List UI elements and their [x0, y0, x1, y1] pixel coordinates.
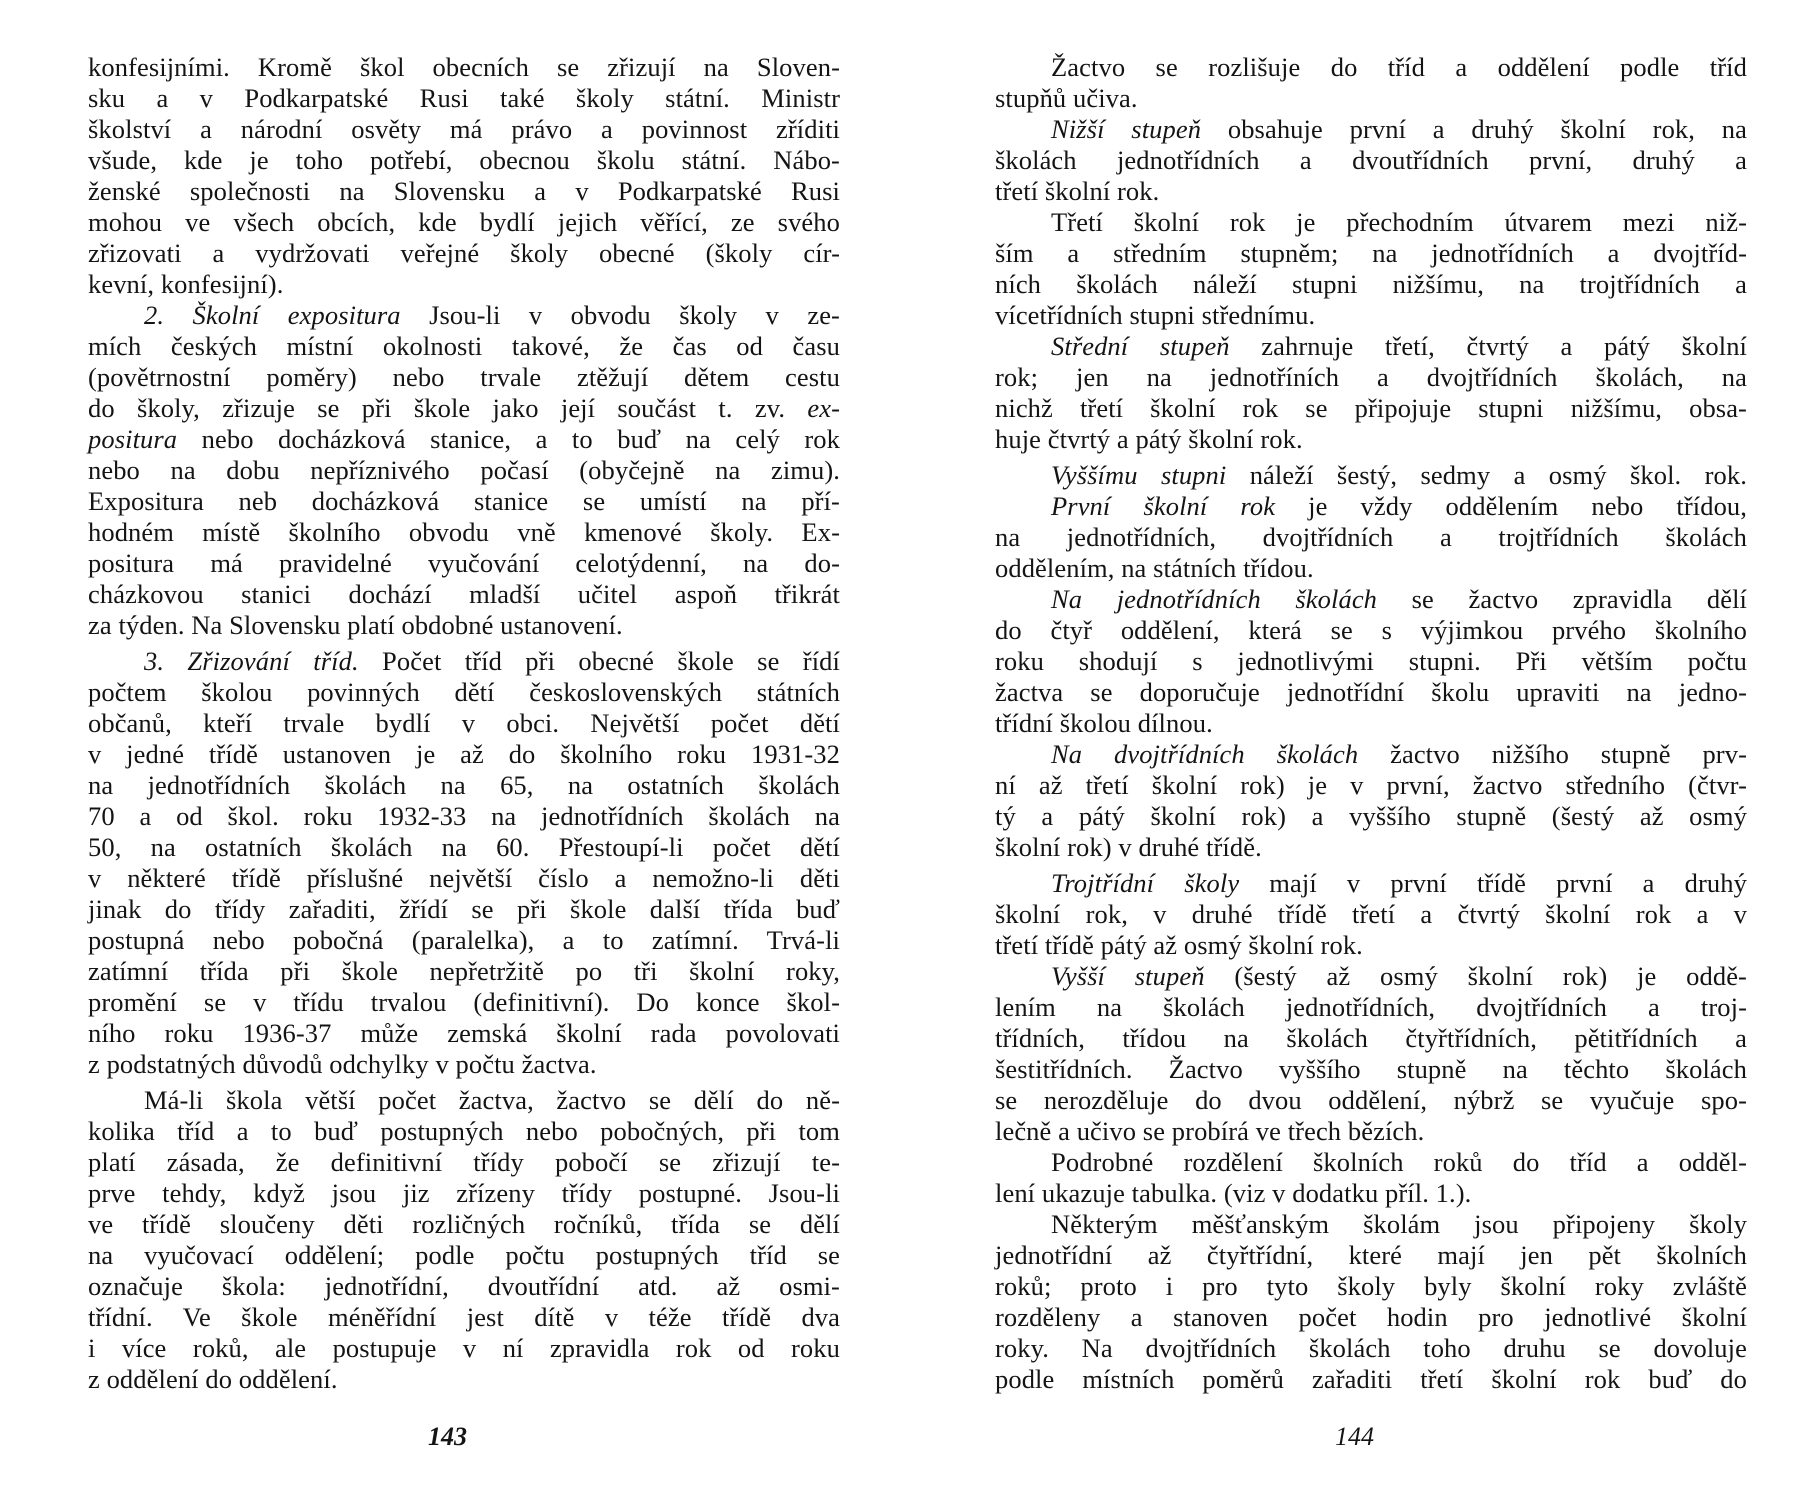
text-line: [88, 1333, 840, 1364]
text-line: [88, 331, 840, 362]
text-segment: lečně a učivo se probírá ve třech bězích.: [995, 1116, 1425, 1146]
text-line: [88, 925, 840, 956]
text-segment: mích českých místní okolnosti takové, že čas od času: [88, 331, 840, 361]
text-line: [995, 992, 1747, 1023]
text-line: [995, 393, 1747, 424]
text-segment: z oddělení do oddělení.: [88, 1364, 338, 1394]
text-segment: ního roku 1936-37 může zemská školní rada povolovati: [88, 1018, 840, 1048]
text-line: [88, 207, 840, 238]
text-segment: se žactvo zpravidla dělí: [1377, 584, 1748, 614]
text-segment: nebo docházková stanice, a to buď na celý rok: [177, 424, 840, 454]
right-page-number: 144: [1335, 1422, 1374, 1451]
text-line: [88, 424, 840, 455]
text-line: [88, 863, 840, 894]
text-line: [995, 207, 1747, 238]
text-segment: ženské společnosti na Slovensku a v Podkarpatské Rusi: [88, 176, 840, 206]
text-segment: Jsou-li v obvodu školy v ze-: [400, 300, 840, 330]
text-segment: náleží šestý, sedmy a osmý škol. rok.: [1226, 460, 1747, 490]
italic-heading-segment: 3. Zřizování tříd.: [144, 646, 359, 676]
italic-heading-segment: Trojtřídní školy: [1051, 868, 1240, 898]
text-segment: sku a v Podkarpatské Rusi také školy státní. Ministr: [88, 83, 840, 113]
text-line: [995, 1240, 1747, 1271]
text-segment: na jednotřídních školách na 65, na ostatních školách: [88, 770, 840, 800]
text-line: [995, 1333, 1747, 1364]
text-line: [88, 801, 840, 832]
italic-heading-segment: Vyšší stupeň: [1051, 961, 1205, 991]
text-line: [995, 899, 1747, 930]
left-page-number: 143: [428, 1422, 467, 1451]
italic-heading-segment: Nižší stupeň: [1051, 114, 1202, 144]
text-segment: konfesijními. Kromě škol obecních se zřizují na Sloven-: [88, 52, 840, 82]
text-segment: na jednotřídních, dvojtřídních a trojtřídních školách: [995, 522, 1747, 552]
text-line: [88, 739, 840, 770]
text-segment: ní až třetí školní rok) je v první, žactvo středního (čtvr-: [995, 770, 1747, 800]
text-line: [995, 52, 1747, 83]
text-line: [995, 522, 1747, 553]
text-line: [88, 1116, 840, 1147]
text-line: [88, 83, 840, 114]
text-segment: do školy, zřizuje se při škole jako její součást t. zv.: [88, 393, 808, 423]
text-line: [995, 615, 1747, 646]
text-segment: Počet tříd při obecné škole se řídí: [358, 646, 840, 676]
text-segment: se nerozděluje do dvou oddělení, nýbrž se vyučuje spo-: [995, 1085, 1747, 1115]
text-segment: ních školách náleží stupni nižšímu, na trojtřídních a: [995, 269, 1747, 299]
text-segment: Některým měšťanským školám jsou připojeny školy: [1051, 1209, 1747, 1239]
text-line: [88, 362, 840, 393]
text-line: [995, 708, 1747, 739]
text-segment: zřizovati a vydržovati veřejné školy obecné (školy cír-: [88, 238, 840, 268]
text-line: [88, 677, 840, 708]
text-segment: podle místních poměrů zařaditi třetí školní rok buď do: [995, 1364, 1747, 1394]
text-segment: třídní. Ve škole méněřídní jest dítě v téže třídě dva: [88, 1302, 840, 1332]
text-segment: v některé třídě příslušné největší číslo a nemožno-li děti: [88, 863, 840, 893]
text-line: [88, 1240, 840, 1271]
text-segment: třídní školou dílnou.: [995, 708, 1213, 738]
text-line: [995, 646, 1747, 677]
text-segment: cházkovou stanici dochází mladší učitel aspoň třikrát: [88, 579, 840, 609]
text-segment: označuje škola: jednotřídní, dvoutřídní atd. až osmi-: [88, 1271, 840, 1301]
text-line: [995, 961, 1747, 992]
text-line: [88, 1302, 840, 1333]
text-line: [995, 1147, 1747, 1178]
text-line: [88, 269, 840, 300]
text-segment: roku shodují s jednotlivými stupni. Při větším počtu: [995, 646, 1747, 676]
text-line: [88, 1085, 840, 1116]
text-segment: třídních, třídou na školách čtyřtřídních, pětitřídních a: [995, 1023, 1747, 1053]
text-line: [995, 460, 1747, 491]
text-segment: platí zásada, že definitivní třídy pobočí se zřizují te-: [88, 1147, 840, 1177]
text-segment: do čtyř oddělení, která se s výjimkou prvého školního: [995, 615, 1747, 645]
text-line: [995, 269, 1747, 300]
text-segment: za týden. Na Slovensku platí obdobné ustanovení.: [88, 610, 623, 640]
text-line: [995, 362, 1747, 393]
text-segment: tý a pátý školní rok) a vyššího stupně (šestý až osmý: [995, 801, 1747, 831]
text-line: [995, 1364, 1747, 1395]
text-line: [995, 739, 1747, 770]
text-segment: školách jednotřídních a dvoutřídních první, druhý a: [995, 145, 1747, 175]
text-line: [995, 114, 1747, 145]
text-line: [88, 114, 840, 145]
text-line: [88, 176, 840, 207]
text-line: [995, 1271, 1747, 1302]
text-segment: Má-li škola větší počet žactva, žactvo se dělí do ně-: [144, 1085, 840, 1115]
text-line: [88, 770, 840, 801]
text-line: [995, 801, 1747, 832]
text-line: [995, 1023, 1747, 1054]
text-line: [995, 770, 1747, 801]
text-line: [88, 52, 840, 83]
text-line: [88, 832, 840, 863]
text-segment: žactvo nižšího stupně prv-: [1358, 739, 1747, 769]
text-segment: prve tehdy, když jsou jiz zřízeny třídy postupné. Jsou-li: [88, 1178, 840, 1208]
text-segment: Expositura neb docházková stanice se umístí na pří-: [88, 486, 840, 516]
left-page-text: [88, 52, 840, 1395]
text-line: [995, 677, 1747, 708]
italic-heading-segment: Střední stupeň: [1051, 331, 1230, 361]
text-line: [88, 1178, 840, 1209]
text-segment: Podrobné rozdělení školních roků do tříd a odděl-: [1051, 1147, 1747, 1177]
italic-heading-segment: Na jednotřídních školách: [1051, 584, 1378, 614]
text-segment: lení ukazuje tabulka. (viz v dodatku příl. 1.).: [995, 1178, 1472, 1208]
text-line: [88, 548, 840, 579]
text-line: [88, 1209, 840, 1240]
text-line: [88, 956, 840, 987]
text-segment: nichž třetí školní rok se připojuje stupni nižšímu, obsa-: [995, 393, 1747, 423]
text-segment: positura má pravidelné vyučování celotýdenní, na do-: [88, 548, 840, 578]
text-line: [995, 145, 1747, 176]
text-line: [88, 517, 840, 548]
text-line: [88, 1364, 840, 1395]
text-segment: mohou ve všech obcích, kde bydlí jejich věřící, ze svého: [88, 207, 840, 237]
text-segment: školní rok) v druhé třídě.: [995, 832, 1262, 862]
text-line: [88, 1147, 840, 1178]
text-segment: žactva se doporučuje jednotřídní školu upraviti na jedno-: [995, 677, 1747, 707]
text-segment: počtem školou povinných dětí československých státních: [88, 677, 840, 707]
text-line: [995, 1054, 1747, 1085]
text-segment: všude, kde je toho potřebí, obecnou školu státní. Nábo-: [88, 145, 840, 175]
text-segment: kolika tříd a to buď postupných nebo pobočných, při tom: [88, 1116, 840, 1146]
text-line: [995, 1116, 1747, 1147]
text-segment: občanů, kteří trvale bydlí v obci. Největší počet dětí: [88, 708, 840, 738]
text-line: [88, 1018, 840, 1049]
text-line: [995, 331, 1747, 362]
text-segment: (šestý až osmý školní rok) je oddě-: [1204, 961, 1747, 991]
text-segment: lením na školách jednotřídních, dvojtřídních a troj-: [995, 992, 1747, 1022]
italic-heading-segment: ex-: [807, 393, 840, 423]
text-segment: jednotřídní až čtyřtřídní, které mají jen pět školních: [995, 1240, 1747, 1270]
italic-heading-segment: positura: [88, 424, 178, 454]
text-segment: je vždy oddělením nebo třídou,: [1275, 491, 1747, 521]
text-segment: v jedné třídě ustanoven je až do školního roku 1931-32: [88, 739, 840, 769]
text-segment: nebo na dobu nepříznivého počasí (obyčejně na zimu).: [88, 455, 840, 485]
text-segment: třetí třídě pátý až osmý školní rok.: [995, 930, 1363, 960]
text-segment: jinak do třídy zařaditi, žřídí se při škole další třída buď: [88, 894, 840, 924]
text-segment: oddělením, na státních třídou.: [995, 553, 1314, 583]
text-segment: ve třídě sloučeny děti rozličných ročníků, třída se dělí: [88, 1209, 840, 1239]
text-line: [995, 1302, 1747, 1333]
text-segment: na vyučovací oddělení; podle počtu postupných tříd se: [88, 1240, 840, 1270]
text-line: [995, 930, 1747, 961]
text-line: [88, 238, 840, 269]
text-line: [88, 455, 840, 486]
text-segment: školní rok, v druhé třídě třetí a čtvrtý školní rok a v: [995, 899, 1747, 929]
italic-heading-segment: Vyššímu stupni: [1051, 460, 1227, 490]
text-segment: huje čtvrtý a pátý školní rok.: [995, 424, 1303, 454]
text-segment: ším a středním stupněm; na jednotřídních a dvojtříd-: [995, 238, 1747, 268]
text-line: [995, 553, 1747, 584]
text-line: [995, 83, 1747, 114]
text-segment: obsahuje první a druhý školní rok, na: [1201, 114, 1747, 144]
text-segment: 70 a od škol. roku 1932-33 na jednotřídních školách na: [88, 801, 840, 831]
text-line: [995, 1178, 1747, 1209]
text-segment: roky. Na dvojtřídních školách toho druhu se dovoluje: [995, 1333, 1747, 1363]
text-segment: Třetí školní rok je přechodním útvarem mezi niž-: [1051, 207, 1747, 237]
text-line: [88, 646, 840, 677]
text-line: [88, 145, 840, 176]
text-line: [88, 1271, 840, 1302]
text-line: [88, 486, 840, 517]
text-segment: zahrnuje třetí, čtvrtý a pátý školní: [1229, 331, 1748, 361]
text-line: [88, 894, 840, 925]
text-segment: stupňů učiva.: [995, 83, 1138, 113]
text-segment: rozděleny a stanoven počet hodin pro jednotlivé školní: [995, 1302, 1747, 1332]
text-segment: kevní, konfesijní).: [88, 269, 284, 299]
text-line: [995, 424, 1747, 455]
text-segment: i více roků, ale postupuje v ní zpravidla rok od roku: [88, 1333, 840, 1363]
text-line: [88, 579, 840, 610]
text-segment: rok; jen na jednotříních a dvojtřídních školách, na: [995, 362, 1747, 392]
text-segment: třetí školní rok.: [995, 176, 1160, 206]
text-segment: (povětrnostní poměry) nebo trvale ztěžují dětem cestu: [88, 362, 840, 392]
text-segment: 50, na ostatních školách na 60. Přestoupí-li počet dětí: [88, 832, 840, 862]
text-segment: školství a národní osvěty má právo a povinnost zříditi: [88, 114, 840, 144]
italic-heading-segment: První školní rok: [1051, 491, 1276, 521]
text-segment: promění se v třídu trvalou (definitivní). Do konce škol-: [88, 987, 840, 1017]
text-line: [995, 238, 1747, 269]
italic-heading-segment: 2. Školní expositura: [144, 300, 401, 330]
text-segment: roků; proto i pro tyto školy byly školní roky zvláště: [995, 1271, 1747, 1301]
text-line: [995, 491, 1747, 522]
text-segment: postupná nebo pobočná (paralelka), a to zatímní. Trvá-li: [88, 925, 840, 955]
text-line: [995, 300, 1747, 331]
text-segment: hodném místě školního obvodu vně kmenové školy. Ex-: [88, 517, 840, 547]
text-segment: vícetřídních stupni střednímu.: [995, 300, 1316, 330]
text-line: [995, 176, 1747, 207]
text-line: [88, 708, 840, 739]
text-line: [995, 832, 1747, 863]
text-segment: mají v první třídě první a druhý: [1239, 868, 1747, 898]
text-line: [88, 1049, 840, 1080]
text-line: [88, 610, 840, 641]
text-line: [995, 868, 1747, 899]
text-line: [995, 1209, 1747, 1240]
text-segment: z podstatných důvodů odchylky v počtu žactva.: [88, 1049, 597, 1079]
text-line: [88, 300, 840, 331]
right-page-text: [995, 52, 1747, 1395]
italic-heading-segment: Na dvojtřídních školách: [1051, 739, 1359, 769]
text-line: [995, 1085, 1747, 1116]
text-line: [88, 987, 840, 1018]
text-segment: šestitřídních. Žactvo vyššího stupně na těchto školách: [995, 1054, 1747, 1084]
text-line: [88, 393, 840, 424]
text-segment: Žactvo se rozlišuje do tříd a oddělení podle tříd: [1051, 52, 1747, 82]
text-segment: zatímní třída při škole nepřetržitě po tři školní roky,: [88, 956, 840, 986]
text-line: [995, 584, 1747, 615]
